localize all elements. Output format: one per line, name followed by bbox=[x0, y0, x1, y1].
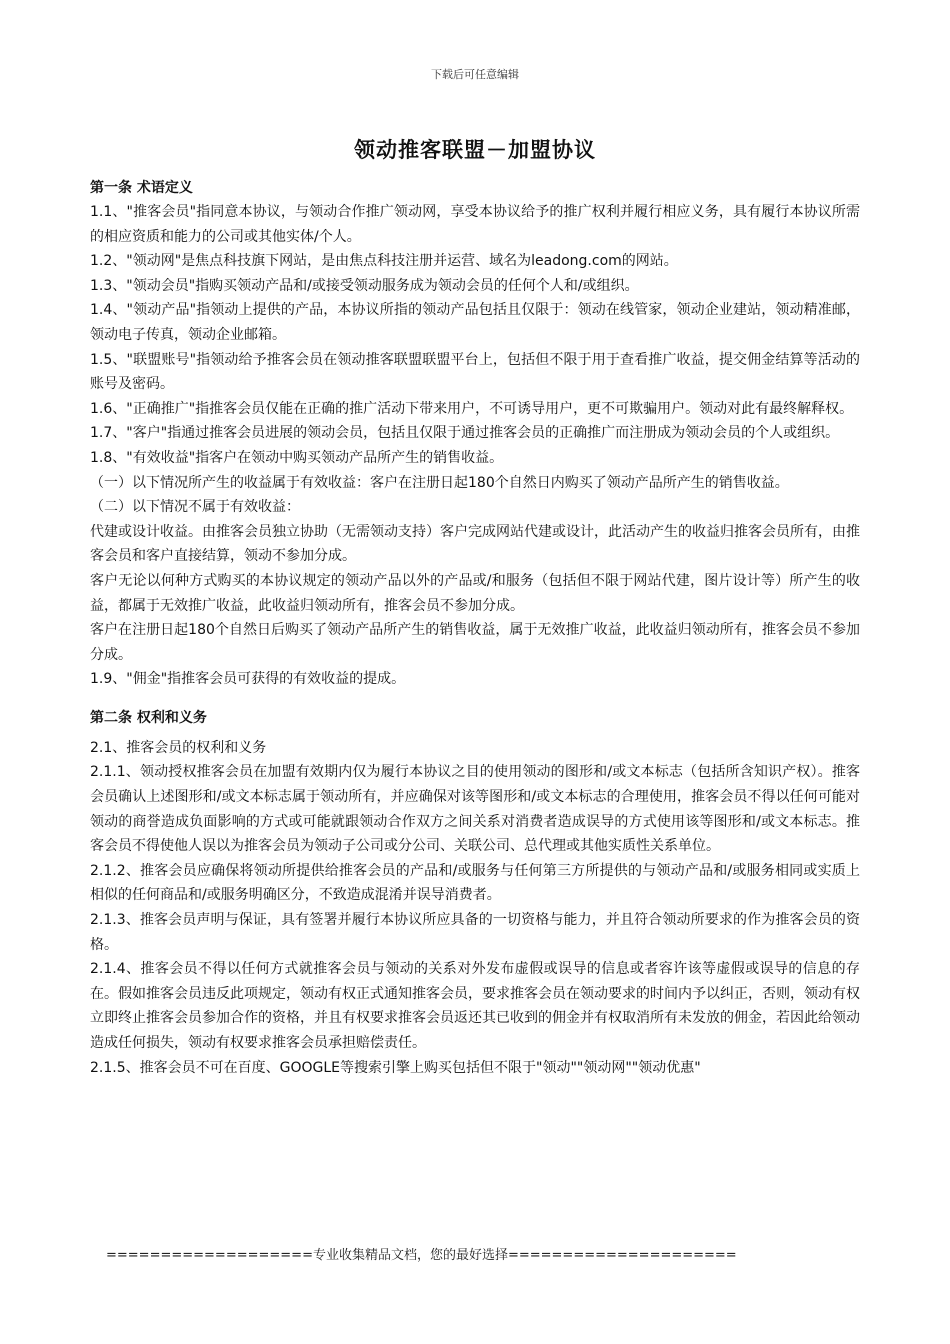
paragraph: 客户在注册日起180个自然日后购买了领动产品所产生的销售收益，属于无效推广收益，此收益归领动所有，推客会员不参加分成。 bbox=[90, 622, 860, 663]
section-2-subheading: 2.1、推客会员的权利和义务 bbox=[90, 739, 267, 756]
paragraph: 1.7、"客户"指通过推客会员进展的领动会员，包括且仅限于通过推客会员的正确推广而注册成为领动会员的个人或组织。 bbox=[90, 425, 840, 442]
paragraph: （二）以下情况不属于有效收益： bbox=[90, 499, 300, 516]
paragraph: 1.5、"联盟账号"指领动给予推客会员在领动推客联盟联盟平台上，包括但不限于用于查看推广收益，提交佣金结算等活动的账号及密码。 bbox=[90, 351, 860, 393]
paragraph: 1.6、"正确推广"指推客会员仅能在正确的推广活动下带来用户，不可诱导用户，更不可欺骗用户。领动对此有最终解释权。 bbox=[90, 400, 854, 417]
footer-note: ===================专业收集精品文档，您的最好选择===================== bbox=[106, 1248, 737, 1263]
section-1 bbox=[90, 200, 860, 692]
section-2-heading: 第二条 权利和义务 bbox=[90, 709, 207, 726]
section-1-heading: 第一条 术语定义 bbox=[90, 180, 193, 196]
paragraph: 2.1.3、推客会员声明与保证，具有签署并履行本协议所应具备的一切资格与能力，并且符合领动所要求的作为推客会员的资格。 bbox=[90, 912, 860, 953]
paragraph: 1.8、"有效收益"指客户在领动中购买领动产品所产生的销售收益。 bbox=[90, 449, 504, 466]
section-2 bbox=[90, 760, 860, 1080]
document-title: 领动推客联盟－加盟协议 bbox=[354, 138, 596, 162]
paragraph: 客户无论以何种方式购买的本协议规定的领动产品以外的产品或/和服务（包括但不限于网站代建，图片设计等）所产生的收益，都属于无效推广收益，此收益归领动所有，推客会员不参加分成。 bbox=[90, 572, 860, 614]
paragraph: 1.4、"领动产品"指领动上提供的产品，本协议所指的领动产品包括且仅限于：领动在线管家，领动企业建站，领动精准邮，领动电子传真，领动企业邮箱。 bbox=[90, 302, 860, 343]
paragraph: 2.1.5、推客会员不可在百度、GOOGLE等搜索引擎上购买包括但不限于"领动""领动网""领动优惠" bbox=[90, 1059, 701, 1076]
header-note: 下载后可任意编辑 bbox=[431, 68, 519, 81]
paragraph: 1.1、"推客会员"指同意本协议，与领动合作推广领动网，享受本协议给予的推广权利并履行相应义务，具有履行本协议所需的相应资质和能力的公司或其他实体/个人。 bbox=[90, 204, 860, 245]
paragraph: 2.1.4、推客会员不得以任何方式就推客会员与领动的关系对外发布虚假或误导的信息或者容许该等虚假或误导的信息的存在。假如推客会员违反此项规定，领动有权正式通知推客会员，要求推客会员在领动要求的时间内予以纠正，否则，领动有权立即终止推客会员参加合作的资格，并且有权要求推客会员返还其已收到的佣金并有权取消所有未发放的佣金，若因此给领动造成任何损失，领动有权要求推客会员承担赔偿责任。 bbox=[90, 961, 860, 1051]
document-body bbox=[90, 176, 860, 1080]
paragraph: 代建或设计收益。由推客会员独立协助（无需领动支持）客户完成网站代建或设计，此活动产生的收益归推客会员所有，由推客会员和客户直接结算，领动不参加分成。 bbox=[90, 523, 860, 565]
paragraph: （一）以下情况所产生的收益属于有效收益：客户在注册日起180个自然日内购买了领动产品所产生的销售收益。 bbox=[90, 474, 789, 491]
paragraph: 1.9、"佣金"指推客会员可获得的有效收益的提成。 bbox=[90, 671, 406, 688]
paragraph: 1.2、"领动网"是焦点科技旗下网站，是由焦点科技注册并运营、域名为leadong.com的网站。 bbox=[90, 253, 678, 270]
paragraph: 2.1.1、领动授权推客会员在加盟有效期内仅为履行本协议之目的使用领动的图形和/或文本标志（包括所含知识产权）。推客会员确认上述图形和/或文本标志属于领动所有，并应确保对该等图形和/或文本标志的合理使用，推客会员不得以任何可能对领动的商誉造成负面影响的方式或可能就跟领动合作双方之间关系对消费者造成误导的方式使用该等图形和/或文本标志。推客会员不得使他人误以为推客会员为领动子公司或分公司、关联公司、总代理或其他实质性关系单位。 bbox=[90, 764, 860, 855]
paragraph: 1.3、"领动会员"指购买领动产品和/或接受领动服务成为领动会员的任何个人和/或组织。 bbox=[90, 277, 639, 294]
paragraph: 2.1.2、推客会员应确保将领动所提供给推客会员的产品和/或服务与任何第三方所提供的与领动产品和/或服务相同或实质上相似的任何商品和/或服务明确区分，不致造成混淆并误导消费者。 bbox=[90, 862, 860, 904]
